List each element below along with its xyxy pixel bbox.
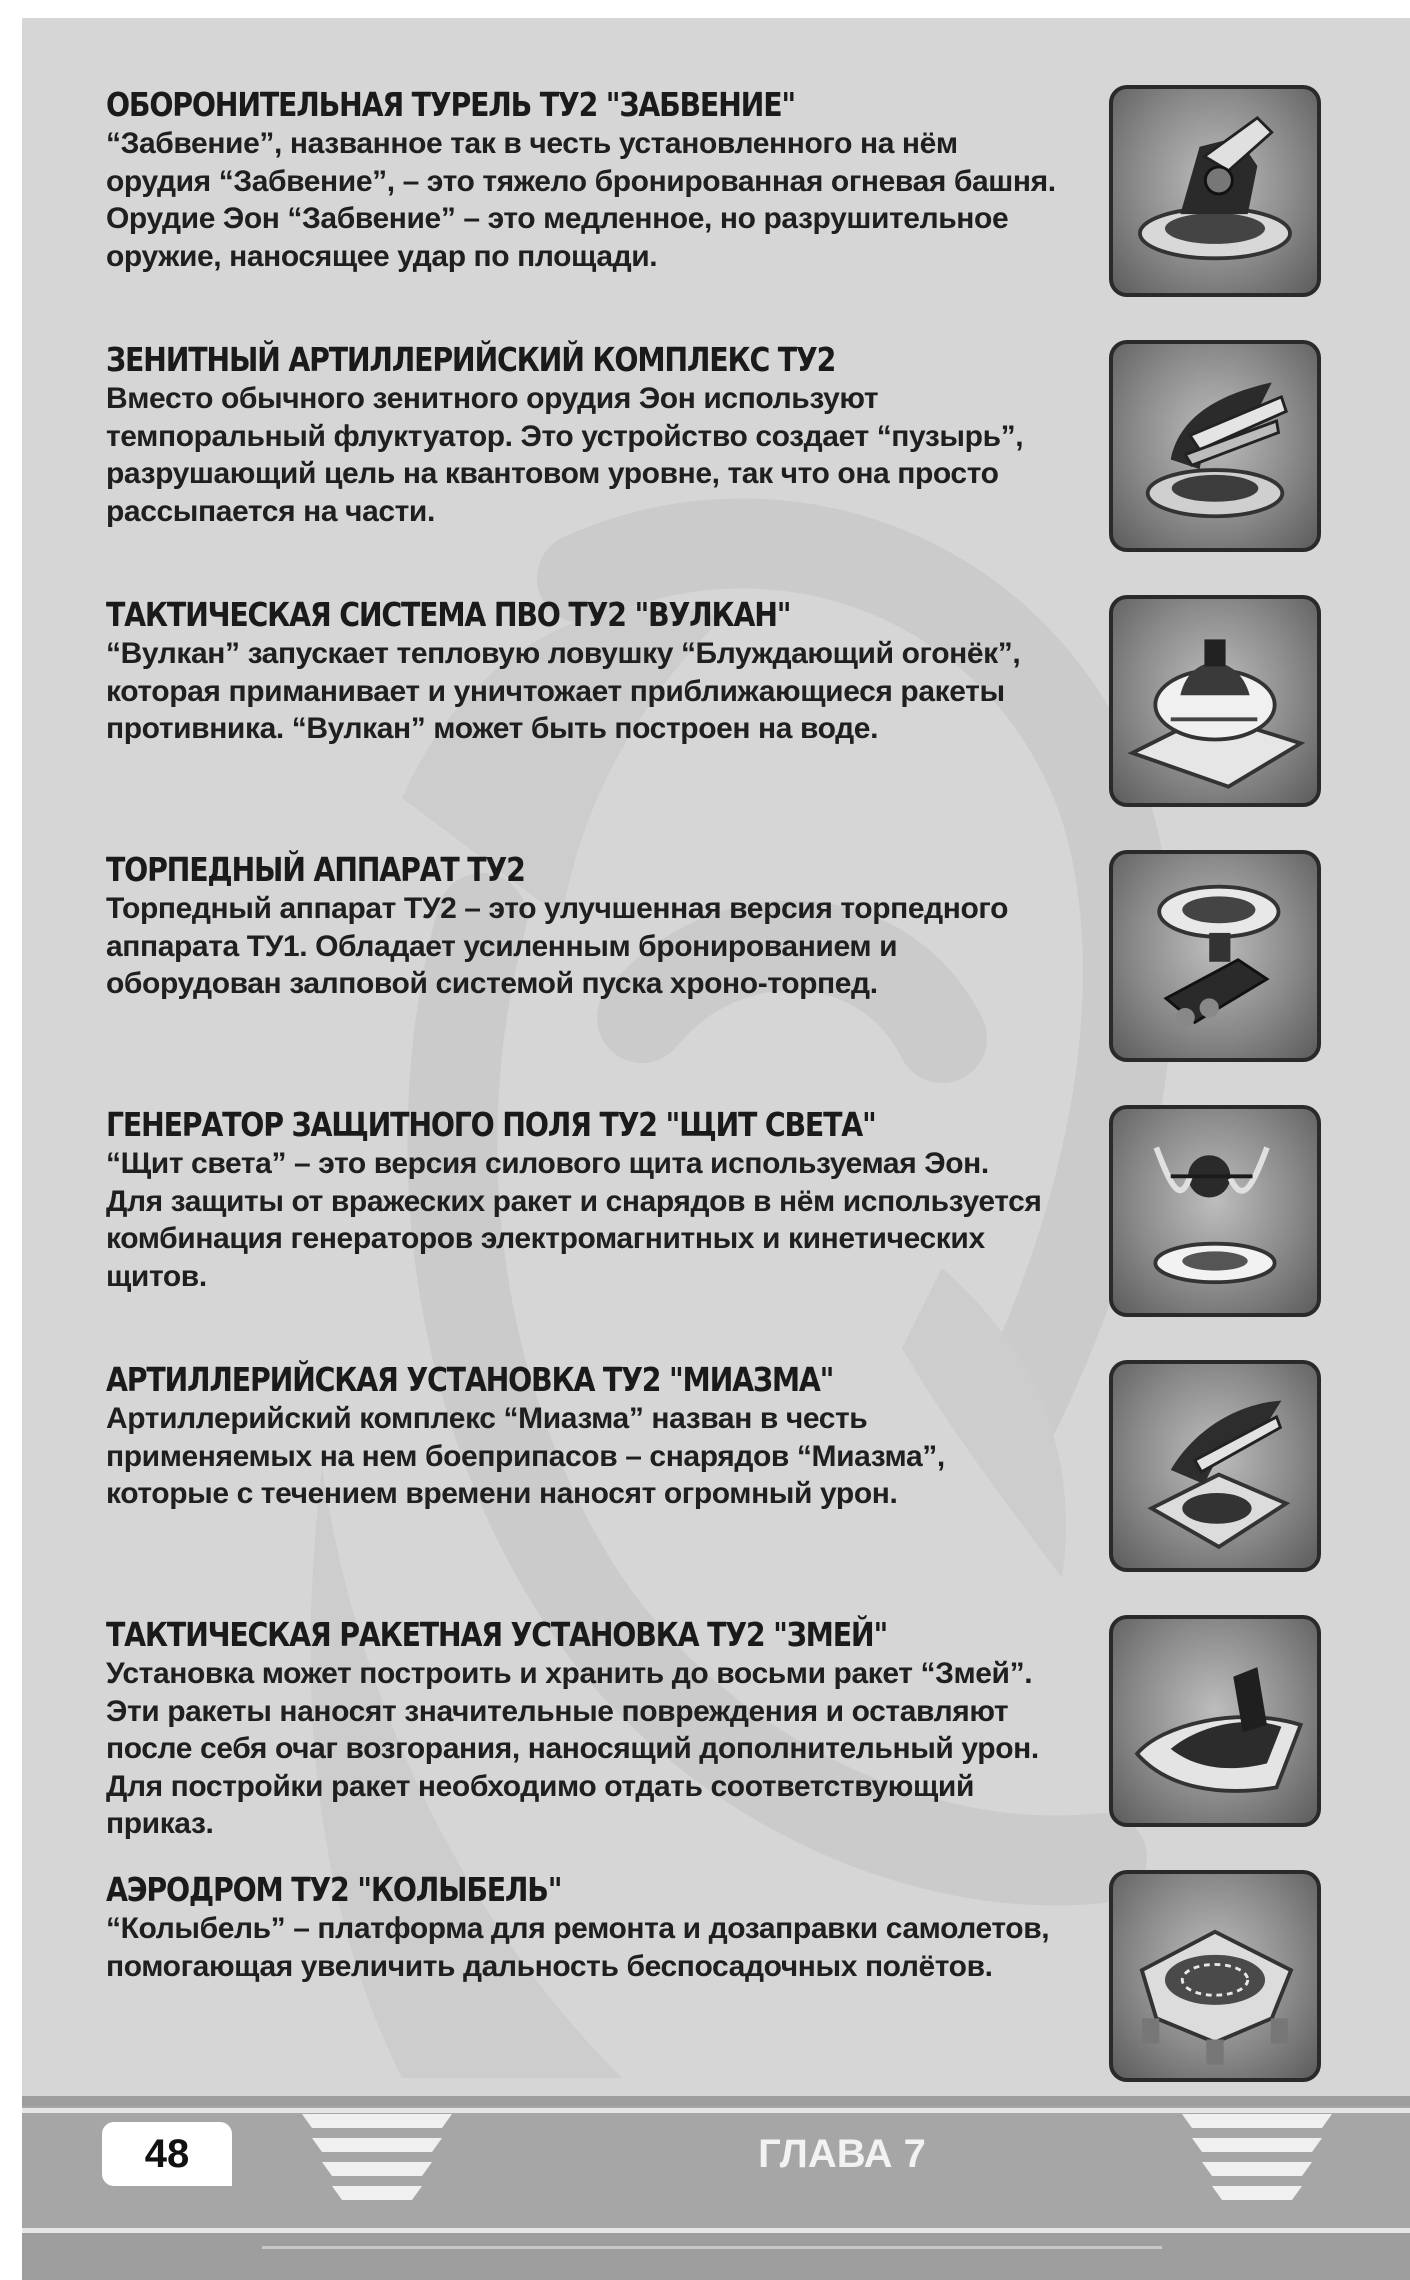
entry-description: Установка может построить и хранить до восьми ракет “Змей”. Эти ракеты наносят значительные повреждения и оставляют после себя очаг возгорания, наносящий дополнительный урон. Для постройки ракет необходимо отдать соответствующий приказ. [106, 1657, 1039, 1840]
unit-thumbnail-image [1109, 595, 1321, 807]
page-number-box [102, 2122, 232, 2186]
entry-title: АРТИЛЛЕРИЙСКАЯ УСТАНОВКА ТУ2 "МИАЗМА" [106, 1360, 834, 1399]
entry-oblivion-turret [22, 85, 1410, 335]
entry-description: Артиллерийский комплекс “Миазма” назван в честь применяемых на нем боеприпасов – снарядов “Миазма”, которые с течением времени наносят огромный урон. [106, 1402, 945, 1510]
page-number: 48 [144, 2131, 190, 2176]
entry-cradle-airfield [22, 1870, 1410, 2120]
entry-title: ТАКТИЧЕСКАЯ РАКЕТНАЯ УСТАНОВКА ТУ2 "ЗМЕЙ" [106, 1615, 888, 1654]
chevron-stripes-right-icon [1162, 2114, 1332, 2204]
entry-description: Торпедный аппарат ТУ2 – это улучшенная версия торпедного аппарата ТУ1. Обладает усиленным бронированием и оборудован залповой системой пуска хроно-торпед. [106, 892, 1009, 1000]
entry-shield-generator [22, 1105, 1410, 1355]
page-footer [22, 2096, 1410, 2280]
entry-torpedo-launcher [22, 850, 1410, 1100]
entry-description: “Щит света” – это версия силового щита используемая Эон. Для защиты от вражеских ракет и снарядов в нём используется комбинация генераторов электромагнитных и кинетических щитов. [106, 1147, 1042, 1293]
unit-thumbnail-image [1109, 1105, 1321, 1317]
entry-title: ОБОРОНИТЕЛЬНАЯ ТУРЕЛЬ ТУ2 "ЗАБВЕНИЕ" [106, 85, 795, 124]
entry-title: ТОРПЕДНЫЙ АППАРАТ ТУ2 [106, 850, 525, 889]
entry-miasma-artillery [22, 1360, 1410, 1610]
unit-thumbnail-image [1109, 1870, 1321, 2082]
entry-serpent-missile [22, 1615, 1410, 1865]
entry-title: АЭРОДРОМ ТУ2 "КОЛЫБЕЛЬ" [106, 1870, 562, 1909]
entry-title: ЗЕНИТНЫЙ АРТИЛЛЕРИЙСКИЙ КОМПЛЕКС ТУ2 [106, 340, 836, 379]
entry-description: “Вулкан” запускает тепловую ловушку “Блуждающий огонёк”, которая приманивает и уничтожает приближающиеся ракеты противника. “Вулкан” может быть построен на воде. [106, 637, 1021, 745]
unit-thumbnail-image [1109, 85, 1321, 297]
entry-title: ГЕНЕРАТОР ЗАЩИТНОГО ПОЛЯ ТУ2 "ЩИТ СВЕТА" [106, 1105, 876, 1144]
entry-aa-artillery [22, 340, 1410, 590]
entry-description: Вместо обычного зенитного орудия Эон используют темпоральный флуктуатор. Это устройство создает “пузырь”, разрушающий цель на квантовом уровне, так что она просто рассыпается на части. [106, 382, 1024, 528]
chapter-label: ГЛАВА 7 [758, 2131, 926, 2176]
entry-description: “Колыбель” – платформа для ремонта и дозаправки самолетов, помогающая увеличить дальность беспосадочных полётов. [106, 1912, 1050, 1983]
unit-thumbnail-image [1109, 1360, 1321, 1572]
entry-vulcan-aa [22, 595, 1410, 845]
entry-description: “Забвение”, названное так в честь установленного на нём орудия “Забвение”, – это тяжело бронированная огневая башня. Орудие Эон “Забвение” – это медленное, но разрушительное оружие, наносящее удар по площади. [106, 127, 1056, 273]
chevron-stripes-left-icon [302, 2114, 472, 2204]
manual-page [22, 18, 1410, 2280]
unit-thumbnail-image [1109, 1615, 1321, 1827]
unit-thumbnail-image [1109, 850, 1321, 1062]
unit-thumbnail-image [1109, 340, 1321, 552]
entry-title: ТАКТИЧЕСКАЯ СИСТЕМА ПВО ТУ2 "ВУЛКАН" [106, 595, 791, 634]
